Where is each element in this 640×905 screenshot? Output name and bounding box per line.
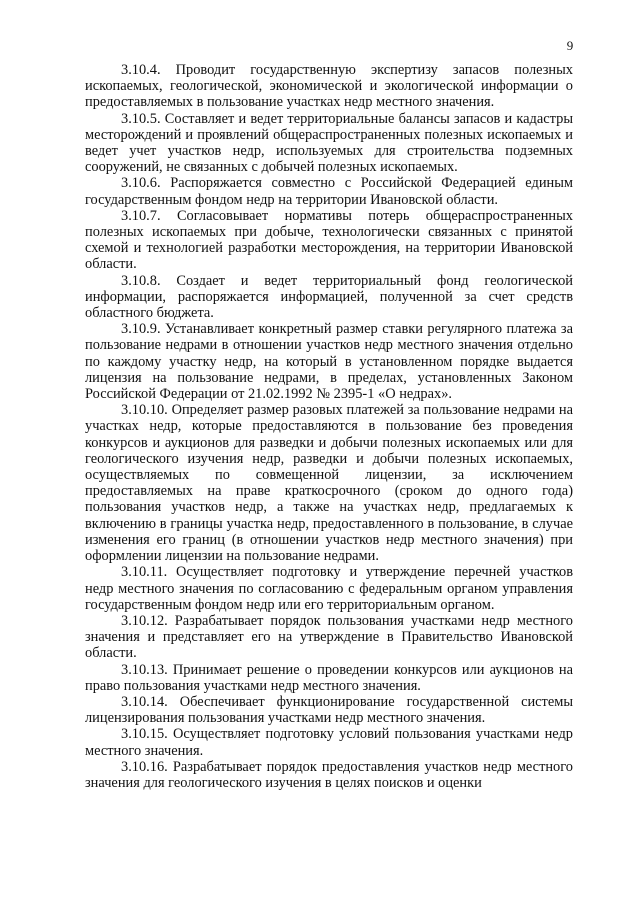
paragraph-3-10-5: 3.10.5. Составляет и ведет территориальные балансы запасов и кадастры месторождений и проявлений общераспространенных полезных ископаемых и ведет учет участков недр, используемых для строительства подземных сооружений, не связанных с добычей полезных ископаемых. — [85, 110, 573, 176]
paragraph-3-10-16: 3.10.16. Разрабатывает порядок предоставления участков недр местного значения для геологического изучения в целях поисков и оценки — [85, 758, 573, 791]
paragraph-3-10-10: 3.10.10. Определяет размер разовых платежей за пользование недрами на участках недр, которые предоставляются в пользование без проведения конкурсов и аукционов для разведки и добычи полезных ископаемых или для геологического изучения недр, разведки и добычи полезных ископаемых, осуществляемых по совмещенной лицензии, за исключением предоставляемых на праве краткосрочного (сроком до одного года) пользования участков недр, а также на участках недр, предлагаемых к включению в границы участка недр, предоставленного в пользование, в случае изменения его границ (в отношении участков недр местного значения) при оформлении лицензии на пользование недрами. — [85, 402, 573, 565]
page-number: 9 — [566, 38, 574, 53]
paragraph-3-10-15: 3.10.15. Осуществляет подготовку условий пользования участками недр местного значения. — [85, 726, 573, 759]
paragraph-3-10-13: 3.10.13. Принимает решение о проведении конкурсов или аукционов на право пользования участками недр местного значения. — [85, 661, 573, 694]
document-body — [85, 62, 573, 791]
paragraph-3-10-11: 3.10.11. Осуществляет подготовку и утверждение перечней участков недр местного значения по согласованию с федеральным органом управления государственным фондом недр или его территориальным органом. — [85, 564, 573, 613]
paragraph-3-10-4: 3.10.4. Проводит государственную экспертизу запасов полезных ископаемых, геологической, экономической и экологической информации о предоставляемых в пользование участках недр местного значения. — [85, 62, 573, 111]
paragraph-3-10-12: 3.10.12. Разрабатывает порядок пользования участками недр местного значения и представляет его на утверждение в Правительство Ивановской области. — [85, 612, 573, 662]
paragraph-3-10-9: 3.10.9. Устанавливает конкретный размер ставки регулярного платежа за пользование недрами в отношении участков недр местного значения отдельно по каждому участку недр, на который в установленном порядке выдается лицензия на пользование недрами, в пределах, установленных Законом Российской Федерации от 21.02.1992 № 2395-1 «О недрах». — [85, 321, 573, 403]
paragraph-3-10-6: 3.10.6. Распоряжается совместно с Российской Федерацией единым государственным фондом недр на территории Ивановской области. — [85, 175, 573, 208]
paragraph-3-10-14: 3.10.14. Обеспечивает функционирование государственной системы лицензирования пользования участками недр местного значения. — [85, 693, 573, 727]
paragraph-3-10-8: 3.10.8. Создает и ведет территориальный фонд геологической информации, распоряжается информацией, полученной за счет средств областного бюджета. — [85, 272, 573, 322]
paragraph-3-10-7: 3.10.7. Согласовывает нормативы потерь общераспространенных полезных ископаемых при добыче, технологически связанных с принятой схемой и технологией разработки месторождения, на территории Ивановской области. — [85, 207, 573, 273]
